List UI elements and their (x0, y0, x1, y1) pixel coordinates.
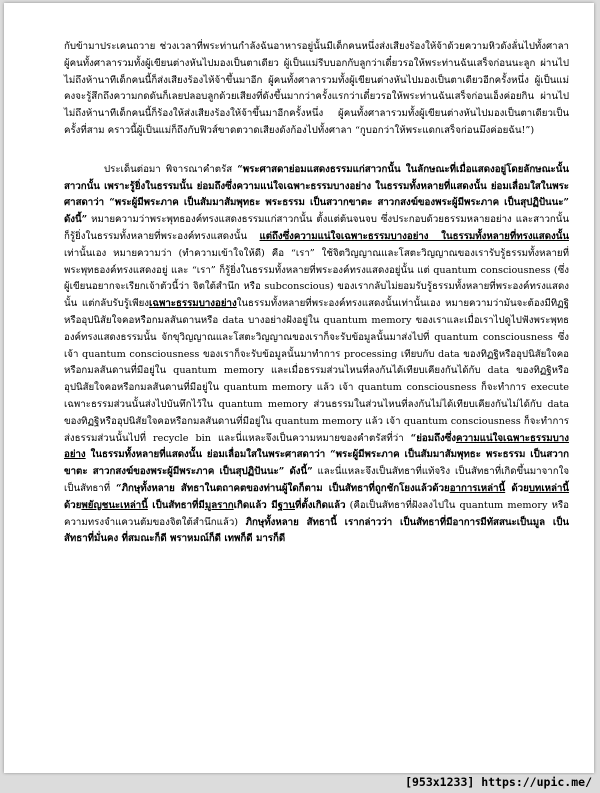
paragraph-story (64, 39, 569, 140)
emphasis-base-underlined: ฐาน (277, 499, 296, 511)
emphasis-conditions-underlined: อาการเหล่านี้ (449, 482, 506, 494)
analysis-text-3: ในธรรมทั้งหลายที่พระองค์ทรงแสดงนั้นเท่านั้นเอง หมายความว่ามันจะต้องมีทิฏฐิหรืออุปนิสัยใจคอหรือกมลสันดานหรือ data บางอย่างฝังอยู่ใน quantum memory ของเราและเมื่อเราไปดูไปฟังพระพุทธองค์ทรงแสดงธรรมนั้น จักขุวิญญาณและโสตะวิญญาณของเราก็จะรับข้อมูลนั้นมาส่งไปที่ quantum consciousness ซึ่งเจ้า quantum consciousness ของเราก็จะรับข้อมูลนั้นมาทำการ processing เทียบกับ data ของทิฏฐิหรืออุปนิสัยใจคอหรือกมลสันดานที่มีอยู่ใน quantum memory และเมื่อธรรมส่วนไหนที่ลงกันได้เทียบเคียงกันได้กับ data ของทิฏฐิหรืออุปนิสัยใจคอหรือกมลสันดานที่มีอยู่ใน quantum memory แล้ว เจ้า quantum consciousness ก็จะทำการ execute เฉพาะธรรมส่วนนั้นส่งไปบันทึกไว้ใน quantum memory ส่วนธรรมในส่วนไหนที่ลงกันไม่ได้เทียบเคียงกันไม่ได้กับ data ของทิฏฐิหรืออุปนิสัยใจคอหรือกมลสันดานที่มีอยู่ใน quantum memory แล้ว เจ้า quantum consciousness ก็จะทำการส่งธรรมส่วนนั้นไปที่ recycle bin และนี่แหละจึงเป็นความหมายของคำตรัสที่ว่า (64, 298, 569, 444)
image-host-watermark: [953x1233] https://upic.me/ (405, 775, 592, 789)
quote-with-2: ด้วย (64, 499, 82, 511)
emphasis-root-underlined: มูลราก (204, 499, 234, 511)
emphasis-some-dhamma-underlined: เฉพาะธรรมบางอย่าง (149, 298, 237, 310)
quote-faith-has: เป็นสัทธาที่มี (147, 499, 205, 511)
document-body (64, 39, 569, 548)
quote-monks: “ภิกษุทั้งหลาย สัทธาในตถาคตของท่านผู้ใดก็ตาม เป็นสัทธาที่ถูกชักโยงแล้วด้วย (116, 482, 450, 494)
quote-faith: ในธรรมทั้งหลายที่แสดงนั้น ย่อมเลื่อมใสในพระศาสดาว่า “พระผู้มีพระภาค เป็นสัมมาสัมพุทธะ พระธรรม เป็นสวากขาตะ สาวกสงฆ์ของพระผู้มีพระภาค เป็นสุปฏิปันนะ” ดังนี้” (64, 449, 569, 478)
quote-reach-underlined: ความแน่ใจเฉพาะธรรมบางอย่าง (64, 432, 569, 461)
paragraph-story-text: กับข้ามาประเคนถวาย ช่วงเวลาที่พระท่านกำลังฉันอาหารอยู่นั้นมีเด็กคนหนึ่งส่งเสียงร้องให้จ้าด้วยความหิวดังลั่นไปทั้งศาลา ผู้คนทั้งศาลารวมทั้งผู้เขียนต่างหันไปมองเป็นตาเดียว ผู้เป็นแม่รีบบอกกับลูกว่าเดี๋ยวรอให้พระท่านฉันเสร็จก่อนนะลูก ผ่านไปไม่ถึงห้านาทีเด็กคนนี้ก็ส่งเสียงร้องไห้จ้าขึ้นมาอีก ผู้คนทั้งศาลารวมทั้งผู้เขียนต่างหันไปมองเป็นตาเดียวอีกครั้งหนึ่ง ผู้เป็นแม่คงจะรู้สึกถึงความกดดันก็เลยปลอบลูกด้วยเสียงที่ดังขึ้นมากว่าครั้งแรกว่าเดี๋ยวรอให้พระท่านฉันเสร็จก่อนเอ็งค่อยกิน ผ่านไปไม่ถึงห้านาทีเด็กคนนี้ก็ร้องให้ส่งเสียงร้องให้จ้าขึ้นมาอีกครั้งหนึ่ง ผู้คนทั้งศาลารวมทั้งผู้เขียนต่างหันไปมองเป็นตาเดียวเป็นครั้งที่สาม คราวนี้ผู้เป็นแม่ก็ถึงกับฟิวส์ขาดตวาดเสียงดังก้องไปทั้งศาลา “กูบอกว่าให้พระแดกเสร็จก่อนมึงค่อยฉัน!”) (64, 41, 569, 136)
quote-with-1: ด้วย (505, 482, 529, 494)
emphasis-some-dhamma (149, 298, 237, 309)
emphasis-base (278, 500, 295, 511)
emphasis-certainty (259, 231, 569, 242)
quote-arisen: เกิดแล้ว มี (233, 499, 278, 511)
quote-teaching: “พระศาสดาย่อมแสดงธรรมแก่สาวกนั้น ในลักษณะที่เมื่อแสดงอยู่โดยลักษณะนั้น สาวกนั้น เพราะรู้ยิ่งในธรรมนั้น ย่อมถึงซึ่งความแน่ใจเฉพาะธรรมบางอย่าง ในธรรมทั้งหลายที่แสดงนั้น ย่อมเลื่อมใสในพระศาสดาว่า “พระผู้มีพระภาค เป็นสัมมาสัมพุทธะ พระธรรม เป็นสวากขาตะ สาวกสงฆ์ของพระผู้มีพระภาค เป็นสุปฏิปันนะ” ดังนี้” (64, 163, 569, 226)
emphasis-syllables (81, 500, 147, 511)
emphasis-certainty-underlined: แต่ถึงซึ่งความแน่ใจเฉพาะธรรมบางอย่าง ในธรรมทั้งหลายที่ทรงแสดงนั้น (259, 230, 569, 242)
quote-closing: ภิกษุทั้งหลาย สัทธานี้ เรากล่าวว่า เป็นสัทธาที่มีอาการมีทัสสนะเป็นมูล เป็นสัทธาที่มั่นคง ที่สมณะก็ดี พราหมณ์ก็ดี เทพก็ดี มารก็ดี (64, 516, 570, 545)
analysis-text-2: เท่านั้นเอง หมายความว่า (ทำความเข้าใจให้ดี) คือ “เรา” ใช้จิตวิญญาณและโสตะวิญญาณของเรารับรู้ธรรมทั้งหลายที่พระพุทธองค์ทรงแสดงอยู่ และ “เรา” ก็รู้ยิ่งในธรรมทั้งหลายที่พระองค์ทรงแสดงอยู่นั้น แต่ quantum consciousness (ซึ่งผู้เขียนอยากจะเรียกเจ้าตัวนี้ว่า จิตใต้สำนึก หรือ subconscious) ของเรากลับไม่ยอมรับรู้ธรรมทั้งหลายที่พระองค์ทรงแสดงนั้น แต่กลับรับรู้เพียง (64, 247, 569, 310)
analysis-intro: ประเด็นต่อมา พิจารณาคำตรัส (104, 163, 238, 175)
emphasis-syllables-underlined: พยัญชนะเหล่านี้ (81, 499, 148, 511)
analysis-text-1: หมายความว่าพระพุทธองค์ทรงแสดงธรรมแก่สาวกนั้น ตั้งแต่ต้นจนจบ ซึ่งประกอบด้วยธรรมหลายอย่าง และสาวกนั้นก็รู้ยิ่งในธรรมทั้งหลายที่พระองค์ทรงแสดงนั้น (64, 214, 569, 242)
quote-foundation: ที่ตั้งเกิดแล้ว (295, 499, 346, 511)
emphasis-phrases (529, 483, 569, 494)
paragraph-analysis (64, 162, 569, 548)
analysis-text-4: และนี่แหละจึงเป็นสัทธาที่แท้จริง เป็นสัทธาที่เกิดขึ้นมาจากใจ เป็นสัทธาที่ (64, 466, 570, 494)
quote-reach: “ย่อมถึงซึ่ง (410, 432, 457, 444)
document-page (4, 3, 594, 773)
emphasis-phrases-underlined: บทเหล่านี้ (528, 482, 570, 494)
analysis-note: (คือเป็นสัทธาที่ฝังลงไปใน quantum memory หรือความทรงจำแควนตัมของจิตใต้สำนึกแล้ว) (64, 499, 570, 528)
emphasis-root (205, 500, 234, 511)
emphasis-conditions (450, 483, 505, 494)
